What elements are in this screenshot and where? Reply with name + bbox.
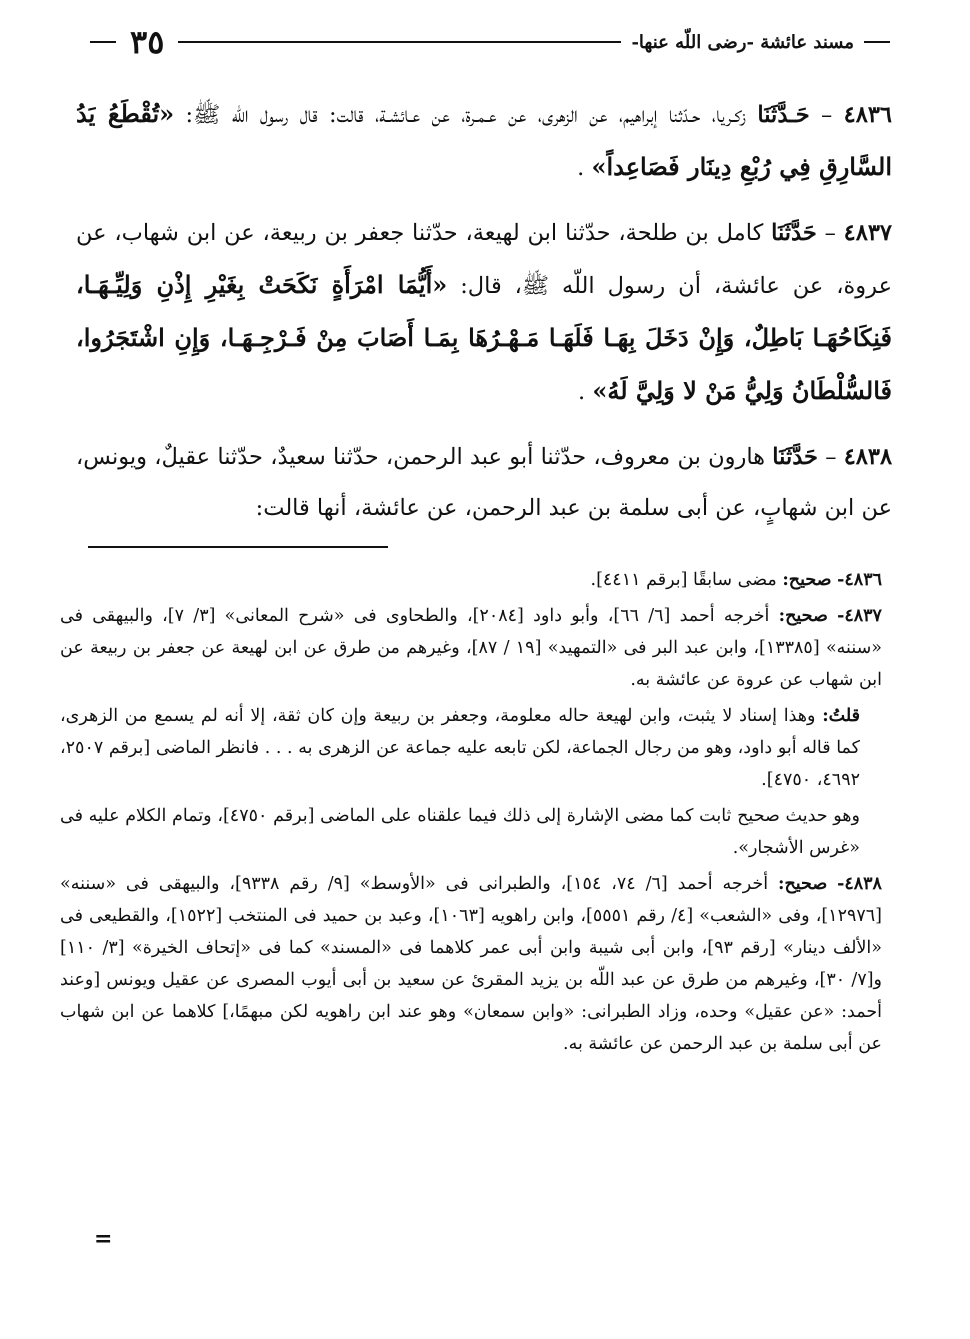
hadith-4838 [76, 432, 892, 534]
running-title: مسند عائشة -رضى اللّه عنها- [631, 31, 854, 53]
running-header [90, 20, 890, 64]
hadith-number: ٤٨٣٧ [843, 220, 893, 246]
footnote-4838 [60, 868, 882, 1060]
footnote-separator [88, 546, 388, 548]
footnote-4837-conclusion [60, 800, 882, 864]
hadith-4836 [76, 88, 892, 194]
hadith-isnad: زكـريا، حـدّثنا إبراهيم، عن الزهرى، عن عـمـرة، عن عـائشـة، قالت: قال رسول اللّه ﷺ: [185, 102, 747, 128]
header-rule [178, 41, 621, 43]
footnote-text: أخرجه أحمد [٦/ ٧٤، ١٥٤]، والطبرانى فى «الأوسط» [٩/ رقم ٩٣٣٨]، والبيهقى فى «سننه» [١٢٩٧٦]، وفى «الشعب» [٤/ رقم ٥٥٥١]، وابن راهويه [١٠٦٣]، وعبد بن حميد فى المنتخب [١٥٢٢]، والقطيعى فى «الألف دينار» [رقم ٩٣]، وابن أبى شيبة وابن أبى عمر كلاهما فى «المسند» كما فى «إتحاف الخيرة» [٣/ ١١٠] و[٧/ ٣٠]، وغيرهم من طرق عن عبد اللّه بن يزيد المقرئ عن سعيد بن أبى أيوب المصرى عن عقيل ويونس [وعند أحمد: «عن عقيل» وحده، وزاد الطبرانى: «وابن سمعان» وهو عند ابن راهويه لكن مبهمًا،] كلاهما عن ابن شهاب عن أبى سلمة بن عبد الرحمن عن عائشة به. [60, 874, 882, 1054]
hadith-lead: حَدَّثَنَا [772, 444, 818, 470]
hadith-end: . [577, 155, 585, 181]
hadith-dash: – [824, 220, 836, 246]
hadith-dash: – [825, 444, 837, 470]
hadith-matn: «أَيُّمَا امْرَأَةٍ نَكَحَتْ بِغَيْرِ إِذْنِ وَلِيِّـهَـا، فَنِكَاحُهَـا بَاطِلٌ، وَإِنْ دَخَلَ بِهَـا فَلَهَـا مَـهْـرُهَا بِمَـا أَصَابَ مِنْ فَـرْجِـهَـا، وَإِنِ اشْتَجَرُوا، فَالسُّلْطَانُ وَلِيُّ مَنْ لا وَلِيَّ لَهُ» [76, 270, 892, 405]
footnote-4837 [60, 600, 882, 696]
footnote-number: ٤٨٣٨- [837, 874, 882, 894]
hadith-lead: حَـدَّثَنَا [757, 102, 810, 128]
footnote-text: مضى سابقًا [برقم ٤٤١١]. [590, 570, 777, 590]
footnote-grade: صحيح: [777, 874, 828, 894]
footnote-grade: صحيح: [782, 570, 832, 590]
header-dash [864, 41, 890, 43]
hadith-lead: حَدَّثَنَا [771, 220, 817, 246]
page-number: ٣٥ [130, 23, 165, 61]
footnote-comment-lead: قلتُ: [822, 706, 860, 726]
hadith-isnad: كامل بن طلحة، حدّثنا ابن لهيعة، حدّثنا جعفر بن ربيعة، عن ابن شهاب، عن عروة، عن عائشة، أن رسول اللّه ﷺ، قال: [76, 220, 892, 299]
hadith-matn: «تُقْطَعُ يَدُ السَّارِقِ فِي رُبْعِ دِينَار فَصَاعِداً» [76, 99, 892, 181]
hadith-number: ٤٨٣٦ [843, 102, 892, 128]
hadith-4837 [76, 208, 892, 418]
main-text [76, 88, 892, 548]
footnote-4836 [60, 564, 882, 596]
footnote-text: وهو حديث صحيح ثابت كما مضى الإشارة إلى ذلك فيما علقناه على الماضى [برقم ٤٧٥٠]، وتمام الكلام عليه فى «غرس الأشجار». [60, 806, 860, 858]
hadith-end: . [578, 379, 586, 405]
footnote-number: ٤٨٣٧- [837, 606, 882, 626]
hadith-dash: – [821, 102, 833, 128]
footnote-number: ٤٨٣٦- [837, 570, 882, 590]
footnote-text: أخرجه أحمد [٦/ ٦٦]، وأبو داود [٢٠٨٤]، والطحاوى فى «شرح المعانى» [٣/ ٧]، والبيهقى فى «سننه» [١٣٣٨٥]، وابن عبد البر فى «التمهيد» [١٩ / ٨٧]، وغيرهم من طرق عن ابن لهيعة عن جعفر بن ربيعة عن ابن شهاب عن عروة عن عائشة به. [60, 606, 882, 690]
footnotes [60, 564, 882, 1064]
hadith-isnad: هارون بن معروف، حدّثنا أبو عبد الرحمن، حدّثنا سعيدٌ، حدّثنا عقيلٌ، ويونس، عن ابن شهابٍ، عن أبى سلمة بن عبد الرحمن، عن عائشة، أنها قالت: [76, 444, 892, 521]
header-dash [90, 41, 116, 43]
footnote-text: وهذا إسناد لا يثبت، وابن لهيعة حاله معلومة، وجعفر بن ربيعة وإن كان ثقة، إلا أنه لم يسمع من الزهرى، كما قاله أبو داود، وهو من رجال الجماعة، لكن تابعه عليه جماعة عن الزهرى به . . . فانظر الماضى [برقم ٢٥٠٧، ٤٦٩٢، ٤٧٥٠]. [60, 706, 860, 790]
footnote-grade: صحيح: [778, 606, 828, 626]
footnote-4837-comment [60, 700, 882, 796]
hadith-number: ٤٨٣٨ [843, 444, 893, 470]
continuation-mark: = [94, 1226, 113, 1252]
